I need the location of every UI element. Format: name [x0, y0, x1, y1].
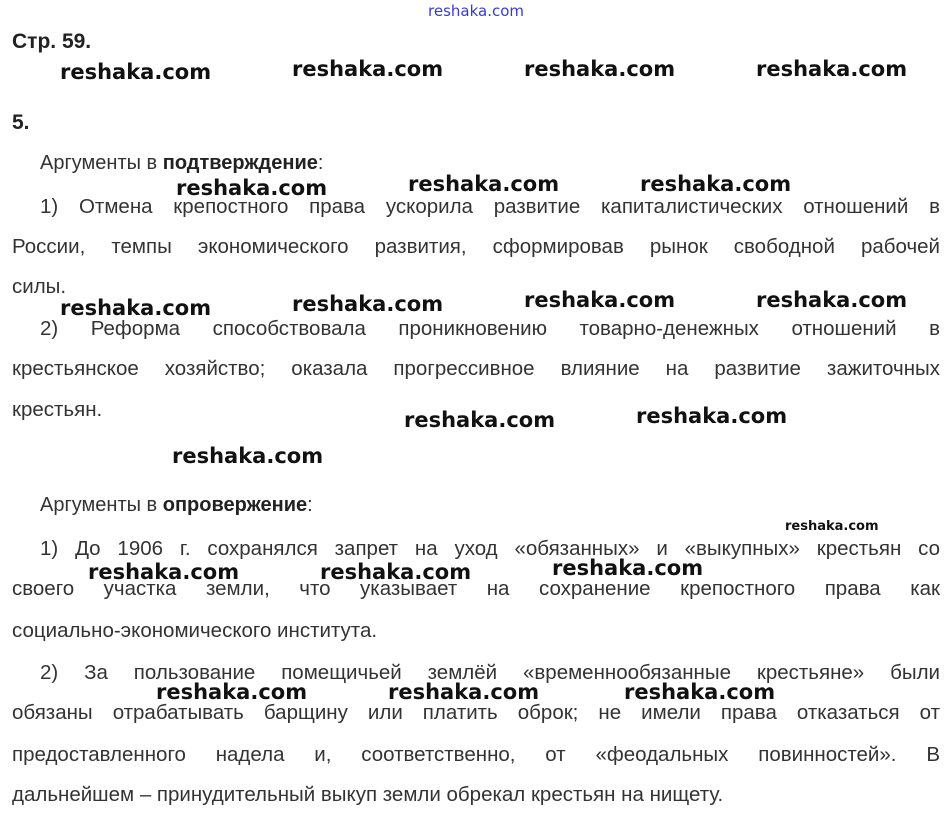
- refute-line: своего участка земли, что указывает на сохранение крепостного права как: [12, 577, 940, 600]
- confirm-intro-suffix: :: [317, 152, 324, 174]
- confirm-line: крестьян.: [12, 398, 103, 421]
- refute-line: 2) За пользование помещичьей землёй «временнообязанные крестьяне» были: [40, 661, 940, 684]
- confirm-intro-prefix: Аргументы в: [40, 152, 163, 174]
- watermark: reshaka.com: [176, 176, 328, 200]
- refute-line: дальнейшем – принудительный выкуп земли обрекал крестьян на нищету.: [12, 783, 724, 806]
- confirm-line: крестьянское хозяйство; оказала прогрессивное влияние на развитие зажиточных: [12, 357, 940, 380]
- confirm-intro: [40, 152, 323, 175]
- refute-intro: [40, 494, 313, 517]
- refute-line: обязаны отрабатывать барщину или платить оброк; не имели права отказаться от: [12, 701, 940, 724]
- watermark: reshaka.com: [292, 57, 444, 81]
- refute-intro-suffix: :: [307, 494, 313, 516]
- confirm-line: силы.: [12, 275, 67, 298]
- watermark: reshaka.com: [156, 680, 308, 704]
- refute-intro-prefix: Аргументы в: [40, 494, 163, 516]
- watermark: reshaka.com: [404, 408, 556, 432]
- confirm-line: 2) Реформа способствовала проникновению товарно-денежных отношений в: [40, 317, 940, 340]
- question-number: 5.: [12, 111, 30, 134]
- confirm-line: 1) Отмена крепостного права ускорила развитие капиталистических отношений в: [40, 195, 940, 218]
- watermark: reshaka.com: [408, 172, 560, 196]
- watermark-top: reshaka.com: [428, 2, 524, 20]
- confirm-intro-bold: подтверждение: [162, 152, 318, 174]
- watermark: reshaka.com: [524, 57, 676, 81]
- watermark: reshaka.com: [624, 680, 776, 704]
- watermark: reshaka.com: [636, 404, 788, 428]
- watermark-small: reshaka.com: [785, 519, 879, 534]
- watermark: reshaka.com: [756, 288, 908, 312]
- watermark: reshaka.com: [292, 292, 444, 316]
- watermark: reshaka.com: [60, 296, 212, 320]
- watermark: reshaka.com: [60, 60, 212, 84]
- watermark: reshaka.com: [388, 680, 540, 704]
- watermark: reshaka.com: [172, 444, 324, 468]
- watermark: reshaka.com: [88, 560, 240, 584]
- watermark: reshaka.com: [552, 556, 704, 580]
- refute-line: 1) До 1906 г. сохранялся запрет на уход «обязанных» и «выкупных» крестьян со: [40, 537, 940, 560]
- page-label: Стр. 59.: [12, 30, 92, 53]
- confirm-line: России, темпы экономического развития, сформировав рынок свободной рабочей: [12, 235, 940, 258]
- watermark: reshaka.com: [756, 57, 908, 81]
- watermark: reshaka.com: [524, 288, 676, 312]
- refute-line: социально-экономического института.: [12, 619, 378, 642]
- watermark: reshaka.com: [320, 560, 472, 584]
- refute-intro-bold: опровержение: [162, 494, 308, 516]
- watermark: reshaka.com: [640, 172, 792, 196]
- refute-line: предоставленного надела и, соответственно, от «феодальных повинностей». В: [12, 743, 940, 766]
